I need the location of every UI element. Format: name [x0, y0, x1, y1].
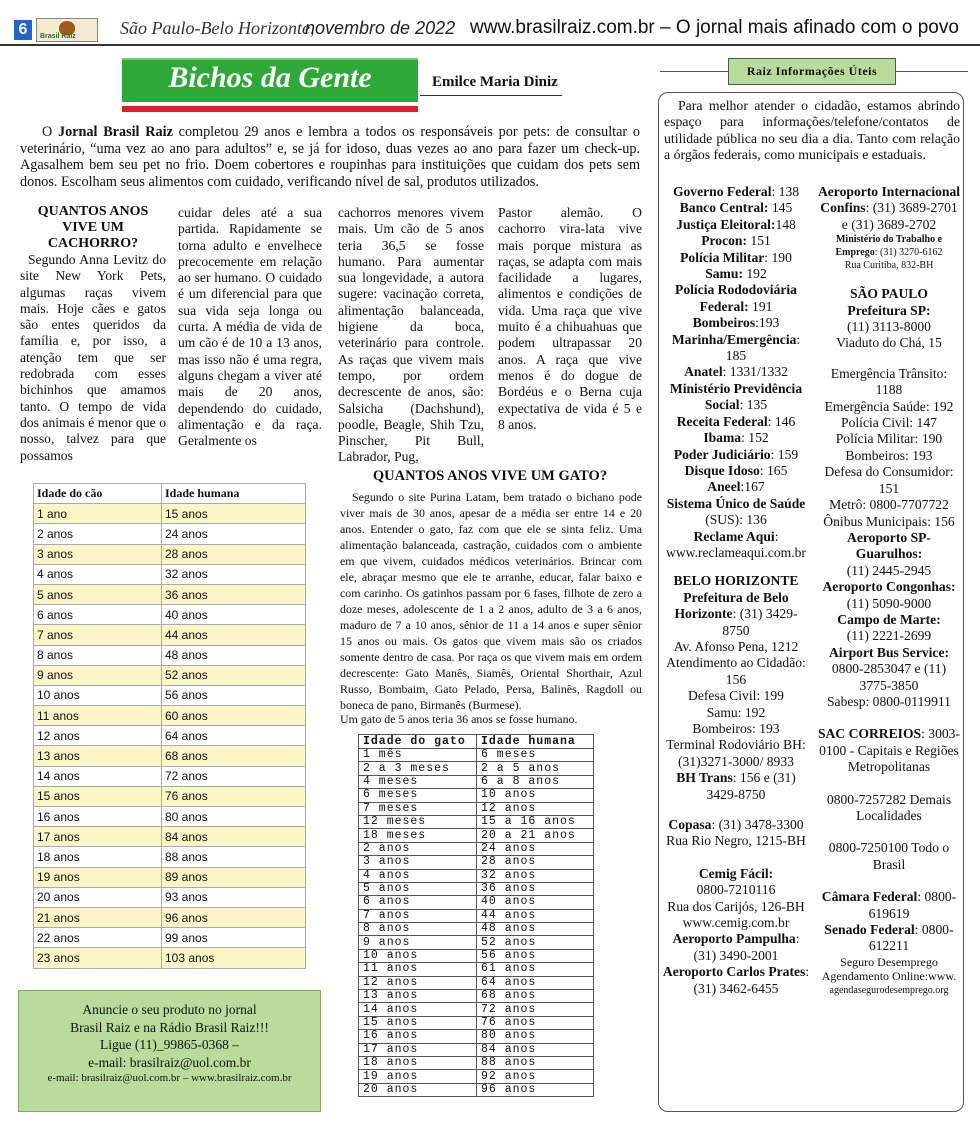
- list-item: (11) 2445-2945: [846, 562, 932, 578]
- header-site: www.brasilraiz.com.br – O jornal mais afinado com o povo: [470, 17, 959, 38]
- info-left-column: [662, 184, 810, 997]
- cat-age-table: [358, 734, 594, 1097]
- list-item: Polícia Militar: 190: [680, 249, 792, 265]
- table-row: [34, 544, 306, 564]
- table-row: [359, 909, 594, 922]
- table-cell: 40 anos: [477, 896, 594, 909]
- table-cell: 24 anos: [477, 842, 594, 855]
- list-item: Aeroporto Internacional Confins: (31) 3689-2701 e (31) 3689-2702: [817, 184, 961, 232]
- table-cell: 4 anos: [359, 869, 477, 882]
- table-cell: 21 anos: [34, 907, 162, 927]
- table-cell: 68 anos: [162, 746, 306, 766]
- intro-paragraph: [20, 124, 640, 190]
- table-cell: 16 anos: [359, 1030, 477, 1043]
- table-row: [359, 1070, 594, 1083]
- table-cell: 36 anos: [162, 584, 306, 604]
- header-date: novembro de 2022: [305, 18, 456, 38]
- table-cell: 64 anos: [477, 976, 594, 989]
- list-item: SAC CORREIOS: 3003-0100 - Capitais e Regiões Metropolitanas: [818, 726, 960, 775]
- table-cell: 19 anos: [359, 1070, 477, 1083]
- table-row: [34, 847, 306, 867]
- table-cell: 80 anos: [477, 1030, 594, 1043]
- table-cell: 10 anos: [359, 949, 477, 962]
- table-cell: 89 anos: [162, 867, 306, 887]
- table-row: [359, 775, 594, 788]
- table-cell: 4 anos: [34, 564, 162, 584]
- table-row: [34, 887, 306, 907]
- list-item: Senado Federal: 0800-612211: [824, 922, 954, 954]
- list-item: (11) 3113-8000: [847, 319, 931, 335]
- table-cell: 16 anos: [34, 807, 162, 827]
- dog-text-4: Pastor alemão. O cachorro vira-lata vive mais porque mistura as raças, se adapta com mais facilidade a lugares, alimentos e condições de vida. Uma raça que vive muito é a chihuahuas que podem ultrapassar 20 anos. A raça que vive menos é do dogue de Bordéus e o Berna cuja expectativa de vida é 5 e 8 anos.: [498, 205, 642, 432]
- table-cell: 6 anos: [34, 605, 162, 625]
- table-cell: 18 anos: [34, 847, 162, 867]
- cat-text: Segundo o site Purina Latam, bem tratado o bichano pode viver mais de 30 anos, apesar de a média ser entre 14 e 20 anos. Entender o gato, faz com que ele se sinta feliz. Uma alimentação balanceada, castração, cuidados com o ambiente em que vivem, cuidados médicos veterinários. Brincar com ele, abraçar mesmo que ele te arranhe, educar, falar baixo e com carinho. Os gatinhos passam por 6 fases, filhote de zero a doze meses, adolescente de 1 a 2 anos, adulto de 3 a 6 anos, maduro de 7 a 10 anos, sênior de 11 a 14 anos e super sênior 15 anos ou mais. Os gatos que vivem mais são os criados somente dentro de casa. Por raça os que vivem mais em ordem decrescente: Gato Manês, Siamês, Oriental Shorthair, Azul Russo, Bombaim, Gato Pelado, Persa, Balinês, Ragdoll ou boneca de pano, Birmanês (Burmese).: [340, 490, 642, 712]
- table-row: [359, 1043, 594, 1056]
- table-row: [359, 1083, 594, 1096]
- table-cell: 56 anos: [477, 949, 594, 962]
- table-cell: 56 anos: [162, 685, 306, 705]
- table-row: [359, 1030, 594, 1043]
- list-item: Ministério do Trabalho e Emprego: (31) 3270-6162: [835, 234, 943, 259]
- divider: [420, 95, 562, 96]
- table-cell: 52 anos: [162, 665, 306, 685]
- table-row: [34, 625, 306, 645]
- dog-heading: QUANTOS ANOS VIVE UM CACHORRO?: [37, 204, 149, 251]
- list-item: Defesa Civil: 199: [688, 688, 784, 704]
- list-item: Terminal Rodoviário BH: (31)3271-3000/ 8933: [666, 737, 806, 769]
- list-item: Poder Judiciário: 159: [673, 446, 799, 462]
- table-row: [359, 815, 594, 828]
- table-cell: 12 anos: [477, 802, 594, 815]
- dog-col-1: [20, 204, 166, 464]
- list-item: Samu: 192: [705, 266, 767, 282]
- table-row: [359, 949, 594, 962]
- header-city: São Paulo-Belo Horizonte,: [120, 18, 315, 38]
- list-item: Rua Curitiba, 832-BH: [844, 260, 934, 272]
- list-item: Viaduto do Chá, 15: [836, 335, 942, 351]
- table-cell: 24 anos: [162, 524, 306, 544]
- table-cell: 12 anos: [34, 726, 162, 746]
- table-cell: 6 a 8 anos: [477, 775, 594, 788]
- ad-contact[interactable]: e-mail: brasilraiz@uol.com.br – www.brasilraiz.com.br: [47, 1072, 292, 1084]
- table-cell: 15 a 16 anos: [477, 815, 594, 828]
- table-row: [359, 829, 594, 842]
- table-row: [34, 948, 306, 968]
- table-row: [34, 564, 306, 584]
- table-cell: 93 anos: [162, 887, 306, 907]
- table-cell: 11 anos: [359, 963, 477, 976]
- table-cell: 9 anos: [359, 936, 477, 949]
- table-cell: 28 anos: [162, 544, 306, 564]
- table-cell: 19 anos: [34, 867, 162, 887]
- table-cell: 12 anos: [359, 976, 477, 989]
- table-cell: 6 meses: [477, 749, 594, 762]
- list-item: Samu: 192: [706, 704, 766, 720]
- ad-line-2: Brasil Raiz e na Rádio Brasil Raiz!!!: [70, 1019, 269, 1035]
- list-item: (11) 5090-9000: [846, 595, 932, 611]
- table-cell: 72 anos: [477, 1003, 594, 1016]
- list-item: Rua Rio Negro, 1215-BH: [666, 833, 806, 849]
- list-item: Câmara Federal: 0800-619619: [821, 889, 957, 921]
- list-item: Prefeitura SP:: [847, 302, 931, 318]
- table-cell: 15 anos: [162, 504, 306, 524]
- list-item: (11) 2221-2699: [846, 628, 932, 644]
- list-item: Anatel: 1331/1332: [684, 364, 788, 380]
- table-row: [359, 762, 594, 775]
- info-title: Raiz Informações Úteis: [728, 58, 896, 85]
- reclame-link[interactable]: www.reclameaqui.com.br: [666, 544, 806, 560]
- table-cell: 68 anos: [477, 990, 594, 1003]
- table-row: [359, 923, 594, 936]
- table-cell: 8 anos: [359, 923, 477, 936]
- table-cell: 15 anos: [34, 786, 162, 806]
- list-item: Justiça Eleitoral:148: [676, 216, 796, 232]
- table-cell: 3 anos: [359, 856, 477, 869]
- list-item: Ministério Previdência Social: 135: [669, 380, 803, 413]
- table-row: [359, 936, 594, 949]
- list-item: Aneel:167: [707, 479, 765, 495]
- list-item: Airport Bus Service:: [828, 644, 950, 660]
- list-item: Rua dos Carijós, 126-BH: [667, 898, 805, 914]
- table-row: [359, 789, 594, 802]
- list-item: Aeroporto Pampulha: (31) 3490-2001: [672, 931, 800, 963]
- table-row: [34, 907, 306, 927]
- table-row: [359, 842, 594, 855]
- ad-line-3: Ligue (11)_99865-0368 –: [100, 1037, 239, 1052]
- list-item: Seguro Desemprego Agendamento Online:www.: [821, 954, 957, 984]
- table-row: [359, 976, 594, 989]
- table-cell: 76 anos: [477, 1016, 594, 1029]
- table-row: [359, 856, 594, 869]
- table-cell: 80 anos: [162, 807, 306, 827]
- table-row: [34, 726, 306, 746]
- table-cell: 8 anos: [34, 645, 162, 665]
- table-cell: 10 anos: [477, 789, 594, 802]
- table-cell: 17 anos: [359, 1043, 477, 1056]
- table-cell: 103 anos: [162, 948, 306, 968]
- list-item: Sabesp: 0800-0119911: [827, 693, 951, 709]
- list-item: 0800-7210116: [696, 882, 776, 898]
- table-cell: 84 anos: [162, 827, 306, 847]
- table-cell: 6 meses: [359, 789, 477, 802]
- list-item: Campo de Marte:: [837, 611, 941, 627]
- table-cell: 28 anos: [477, 856, 594, 869]
- table-row: [34, 786, 306, 806]
- table-row: [34, 584, 306, 604]
- table-row: [34, 685, 306, 705]
- table-cell: 76 anos: [162, 786, 306, 806]
- seguro-link[interactable]: agendasegurodesemprego.org: [829, 984, 949, 996]
- column-title: Bichos da Gente: [168, 61, 372, 94]
- table-row: [34, 746, 306, 766]
- list-item: Reclame Aqui:: [693, 528, 779, 544]
- table-cell: 23 anos: [34, 948, 162, 968]
- table-cell: 15 anos: [359, 1016, 477, 1029]
- table-row: [34, 645, 306, 665]
- table-row: [359, 896, 594, 909]
- table-cell: 40 anos: [162, 605, 306, 625]
- table-cell: 44 anos: [162, 625, 306, 645]
- table-cell: 64 anos: [162, 726, 306, 746]
- table-cell: 88 anos: [162, 847, 306, 867]
- list-item: Bombeiros:193: [692, 315, 780, 331]
- list-item: Governo Federal: 138: [672, 184, 800, 199]
- author: Emilce Maria Diniz: [432, 74, 558, 90]
- table-row: [359, 990, 594, 1003]
- table-row: [34, 605, 306, 625]
- table-cell: 11 anos: [34, 706, 162, 726]
- table-cell: 2 a 5 anos: [477, 762, 594, 775]
- list-item: Aeroporto Congonhas:: [822, 579, 956, 595]
- table-cell: 60 anos: [162, 706, 306, 726]
- info-right-column: [816, 184, 962, 997]
- table-cell: 18 anos: [359, 1056, 477, 1069]
- intro-text: O Jornal Brasil Raiz completou 29 anos e lembra a todos os responsáveis por pets: de consultar o veterinário, “uma vez ao ano para adultos” e, se já for idoso, duas vezes ao ano para fazer um check-up. Agasalhem bem seu pet no frio. Doem cobertores e roupinhas para instituições que cuidam dos pets sem donos. Escolham seus alimentos com cuidado, verificando nível de sal, produtos utilizados.: [20, 124, 641, 190]
- list-item: Aeroporto Carlos Prates: (31) 3462-6455: [662, 964, 810, 996]
- list-item: Procon: 151: [701, 233, 771, 249]
- table-cell: 7 meses: [359, 802, 477, 815]
- cat-last-line: Um gato de 5 anos teria 36 anos se fosse humano.: [340, 712, 578, 726]
- table-cell: 20 anos: [34, 887, 162, 907]
- list-item: Disque Idoso: 165: [684, 462, 788, 478]
- table-cell: 99 anos: [162, 928, 306, 948]
- list-item: Ibama: 152: [703, 430, 769, 446]
- dog-text-3: cachorros menores vivem mais. Um cão de 5 anos teria 36,5 se fosse humano. Para aumentar sua longevidade, a autora sugere: vacinação correta, alimentação balanceada, higiene da boca, veterinário para controle. As raças que vivem mais tempo, por ordem decrescente de anos, são: Salsicha (Dachshund), poodle, Beagle, Shih Tzu, Pinscher, Pit Bull, Labrador, Pug,: [338, 205, 484, 465]
- table-cell: 1 ano: [34, 504, 162, 524]
- table-cell: 72 anos: [162, 766, 306, 786]
- table-row: [359, 1016, 594, 1029]
- cat-heading: QUANTOS ANOS VIVE UM GATO?: [372, 468, 608, 484]
- table-cell: 20 a 21 anos: [477, 829, 594, 842]
- table-cell: 92 anos: [477, 1070, 594, 1083]
- table-cell: 44 anos: [477, 909, 594, 922]
- list-item: Copasa: (31) 3478-3300: [668, 817, 804, 833]
- info-intro: Para melhor atender o cidadão, estamos abrindo espaço para informações/telefone/contatos de utilidade pública no seu dia a dia. Tanto com relação a órgãos federais, como municipais e estaduais.: [664, 98, 960, 162]
- list-item: Aeroporto SP-Guarulhos:: [847, 529, 931, 562]
- list-item: Polícia Rododoviária Federal: 191: [675, 282, 797, 314]
- table-cell: 10 anos: [34, 685, 162, 705]
- section-heading: SÃO PAULO: [850, 286, 928, 302]
- list-item: BH Trans: 156 e (31) 3429-8750: [676, 770, 796, 802]
- table-cell: 52 anos: [477, 936, 594, 949]
- table-row: [359, 1003, 594, 1016]
- page-number: 6: [14, 20, 32, 40]
- table-row: [34, 766, 306, 786]
- table-row: [34, 827, 306, 847]
- list-item: Bombeiros: 193: [692, 721, 780, 736]
- table-row: [34, 867, 306, 887]
- list-item: Emergência Trânsito: 1188 Emergência Saúde: 192 Polícia Civil: 147 Polícia Militar: 190 Bombeiros: 193 Defesa do Consumidor: 151 Metrô: 0800-7707722 Ônibus Municipais: 156: [823, 365, 955, 529]
- table-cell: 32 anos: [477, 869, 594, 882]
- list-item: Receita Federal: 146: [676, 413, 796, 429]
- table-header: Idade do cão: [34, 484, 162, 504]
- logo-text: Brasil Raiz: [40, 33, 76, 40]
- logo: [36, 18, 98, 42]
- table-cell: 36 anos: [477, 882, 594, 895]
- table-row: [359, 869, 594, 882]
- table-row: [34, 504, 306, 524]
- table-row: [34, 807, 306, 827]
- table-cell: 32 anos: [162, 564, 306, 584]
- dog-text-2: cuidar deles até a sua partida. Rapidamente se torna adulto e envelhece precocemente em relação ao ser humano. O cuidado é um diferencial para que sua vida seja longa ou curta. A média de vida de um cão é de 10 a 13 anos, mas isso não é uma regra, alguns chegam a viver até mais de 20 anos, dependendo do cuidado, alimentação e da raça. Geralmente os: [178, 205, 322, 449]
- table-cell: 22 anos: [34, 928, 162, 948]
- list-item: 0800-7257282 Demais Localidades: [826, 791, 952, 823]
- table-row: [359, 963, 594, 976]
- table-cell: 13 anos: [359, 990, 477, 1003]
- table-cell: 14 anos: [359, 1003, 477, 1016]
- list-item: Atendimento ao Cidadão: 156: [666, 655, 806, 687]
- table-cell: 1 mês: [359, 749, 477, 762]
- table-cell: 88 anos: [477, 1056, 594, 1069]
- section-heading: BELO HORIZONTE: [673, 573, 799, 589]
- table-cell: 20 anos: [359, 1083, 477, 1096]
- table-header: Idade humana: [477, 735, 594, 749]
- list-item: Sistema Único de Saúde (SUS): 136: [666, 495, 806, 528]
- table-row: [34, 524, 306, 544]
- table-cell: 2 a 3 meses: [359, 762, 477, 775]
- table-cell: 3 anos: [34, 544, 162, 564]
- table-cell: 48 anos: [477, 923, 594, 936]
- ad-line-1: Anuncie o seu produto no jornal: [82, 1002, 257, 1017]
- list-item: Prefeitura de Belo Horizonte: (31) 3429-8750: [674, 589, 798, 638]
- list-item: Marinha/Emergência: 185: [671, 331, 801, 364]
- table-cell: 4 meses: [359, 775, 477, 788]
- table-cell: 12 meses: [359, 815, 477, 828]
- table-cell: 7 anos: [34, 625, 162, 645]
- dog-age-table: [33, 483, 306, 969]
- table-cell: 96 anos: [162, 907, 306, 927]
- table-row: [359, 1056, 594, 1069]
- table-cell: 13 anos: [34, 746, 162, 766]
- table-cell: 7 anos: [359, 909, 477, 922]
- table-row: [34, 706, 306, 726]
- table-cell: 61 anos: [477, 963, 594, 976]
- table-row: [34, 928, 306, 948]
- table-row: [359, 749, 594, 762]
- table-cell: 18 meses: [359, 829, 477, 842]
- list-item: Cemig Fácil:: [698, 865, 774, 881]
- title-red-bar: [122, 106, 418, 112]
- table-row: [359, 802, 594, 815]
- list-item: Banco Central: 145: [679, 200, 793, 216]
- dog-text-1: Segundo Anna Levitz do site New York Pets, algumas raças vivem mais. Hoje cães e gatos são entes queridos da família e, por isso, a atenção tem que ser redobrada com esses bichinhos que amamos tanto. O tempo de vida dos animais é menor que o nosso, talvez para que possamos: [20, 252, 166, 463]
- table-cell: 2 anos: [359, 842, 477, 855]
- list-item: 0800-2853047 e (11) 3775-3850: [831, 661, 947, 693]
- table-cell: 96 anos: [477, 1083, 594, 1096]
- table-cell: 6 anos: [359, 896, 477, 909]
- list-item: 0800-7250100 Todo o Brasil: [828, 840, 950, 872]
- table-cell: 9 anos: [34, 665, 162, 685]
- ad-box: [18, 990, 321, 1112]
- table-cell: 84 anos: [477, 1043, 594, 1056]
- table-header: Idade humana: [162, 484, 306, 504]
- table-cell: 5 anos: [359, 882, 477, 895]
- table-cell: 14 anos: [34, 766, 162, 786]
- table-row: [359, 882, 594, 895]
- table-cell: 17 anos: [34, 827, 162, 847]
- table-row: [34, 665, 306, 685]
- list-item: Av. Afonso Pena, 1212: [673, 638, 799, 654]
- table-cell: 5 anos: [34, 584, 162, 604]
- table-cell: 48 anos: [162, 645, 306, 665]
- table-cell: 2 anos: [34, 524, 162, 544]
- cemig-link[interactable]: www.cemig.com.br: [682, 915, 790, 931]
- ad-email[interactable]: e-mail: brasilraiz@uol.com.br: [88, 1054, 251, 1070]
- table-header: Idade do gato: [359, 735, 477, 749]
